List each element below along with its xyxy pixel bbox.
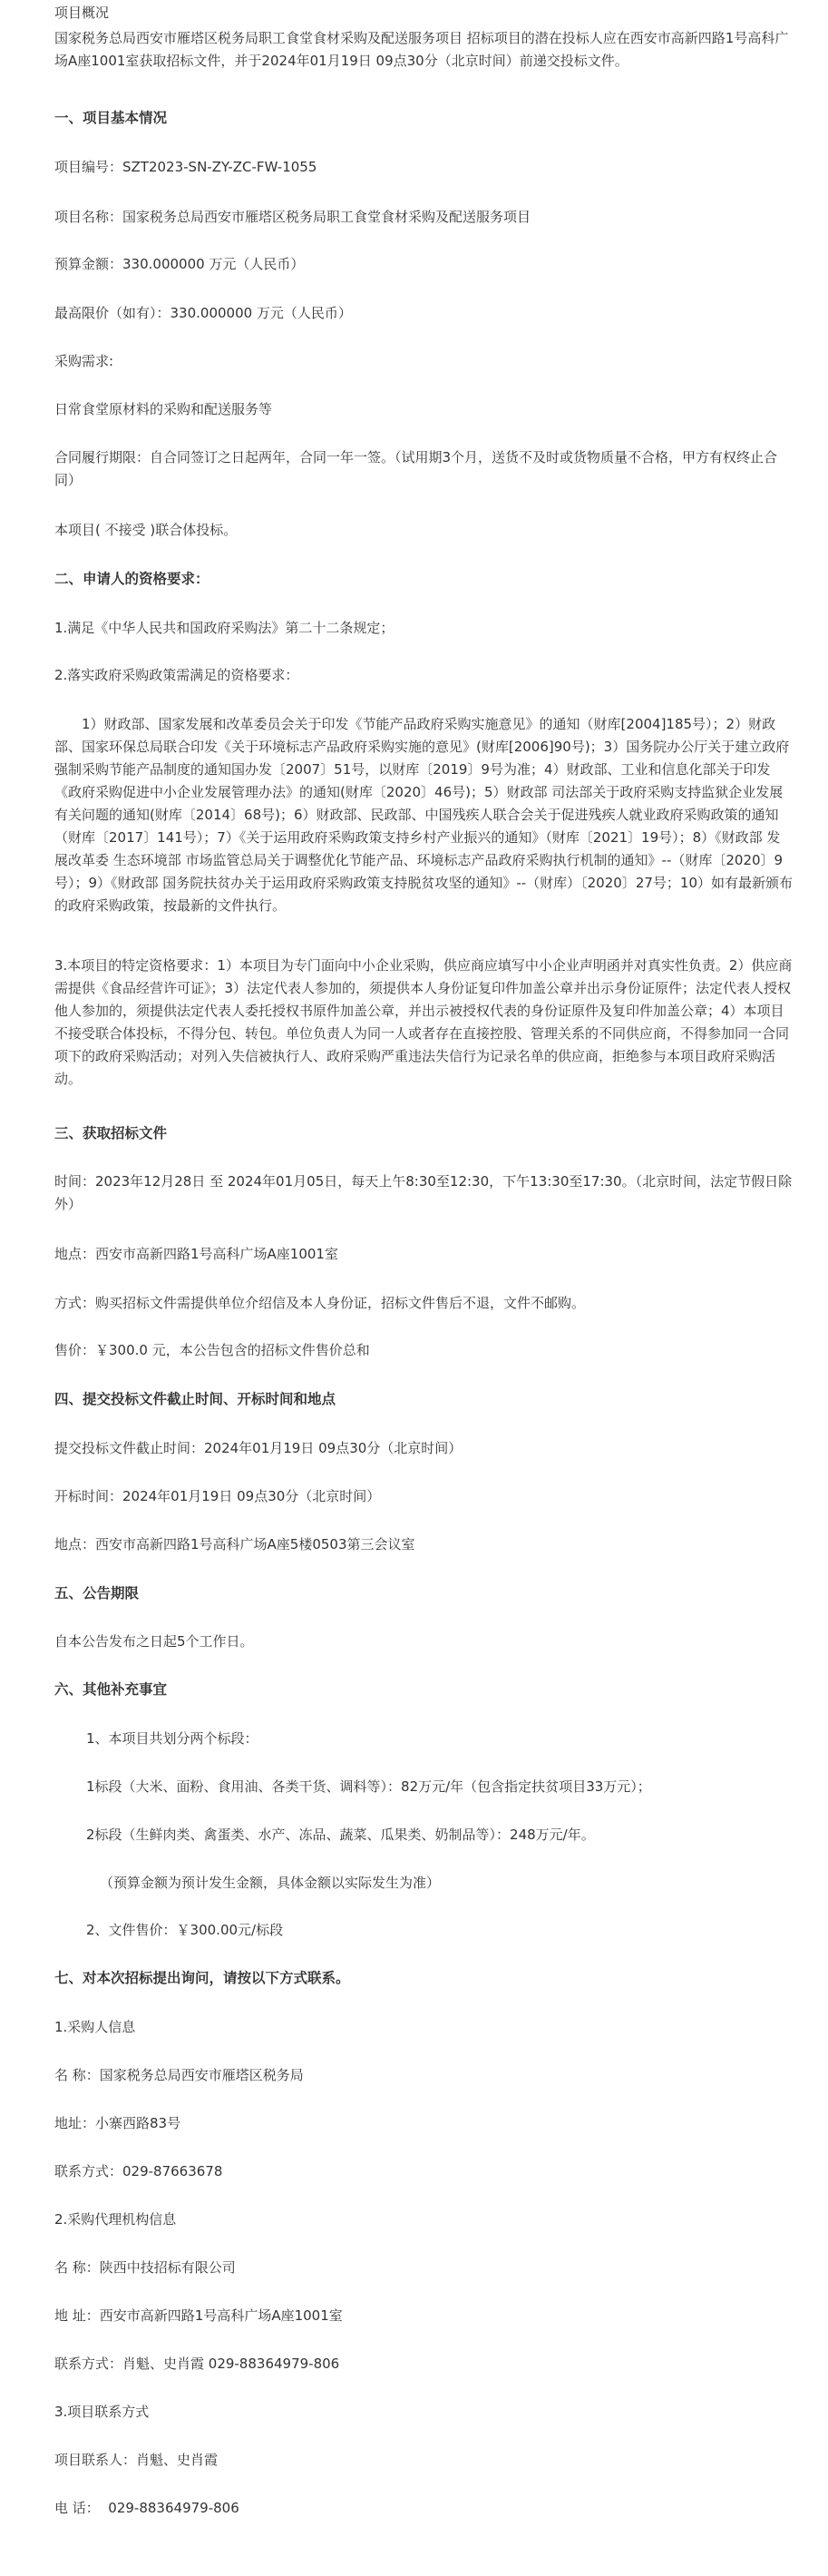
acquire-method: 方式：购买招标文件需提供单位介绍信及本人身份证，招标文件售后不退，文件不邮购。 — [54, 1295, 586, 1311]
document-price: 售价：￥300.0 元，本公告包含的招标文件售价总和 — [54, 1342, 370, 1358]
buyer-title: 1.采购人信息 — [54, 2019, 136, 2035]
bid-opening-time: 开标时间：2024年01月19日 09点30分（北京时间） — [54, 1488, 381, 1504]
demand-text: 日常食堂原材料的采购和配送服务等 — [54, 401, 273, 417]
lot-division: 1、本项目共划分两个标段： — [86, 1730, 258, 1747]
acquire-place: 地点：西安市高新四路1号高科广场A座1001室 — [54, 1246, 338, 1262]
budget-amount: 预算金额：330.000000 万元（人民币） — [54, 256, 305, 272]
contract-period: 合同履行期限：自合同签订之日起两年，合同一年一签。（试用期3个月，送货不及时或货物质量不合格，甲方有权终止合同） — [54, 449, 778, 488]
lot-2: 2标段（生鲜肉类、禽蛋类、水产、冻品、蔬菜、瓜果类、奶制品等）：248万元/年。 — [86, 1827, 595, 1843]
section3-heading: 三、获取招标文件 — [54, 1125, 168, 1141]
section4-heading: 四、提交投标文件截止时间、开标时间和地点 — [54, 1391, 336, 1407]
buyer-name: 名 称：国家税务总局西安市雁塔区税务局 — [54, 2067, 304, 2083]
section1-heading: 一、项目基本情况 — [54, 110, 168, 126]
submission-deadline: 提交投标文件截止时间：2024年01月19日 09点30分（北京时间） — [54, 1440, 463, 1456]
qualification-item-2: 2.落实政府采购政策需满足的资格要求： — [54, 667, 299, 683]
contact-phone: 电 话： 029-88364979-806 — [54, 2500, 239, 2516]
contact-person: 项目联系人：肖魁、史肖霞 — [54, 2452, 219, 2468]
section2-heading: 二、申请人的资格要求： — [54, 571, 209, 587]
lot-document-price: 2、文件售价：￥300.00元/标段 — [86, 1922, 284, 1938]
qualification-item-3: 3.本项目的特定资格要求：1）本项目为专门面向中小企业采购，供应商应填写中小企业声明函并对真实性负责。2）供应商需提供《食品经营许可证》；3）法定代表人参加的，须提供本人身份证复印件加盖公章并出示身份证原件；法定代表人授权他人参加的，须提供法定代表人委托授权书原件加盖公章，并出示被授权代表的身份证原件及复印件加盖公章；4）本项目不接受联合体投标，不得分包、转包。单位负责人为同一人或者存在直接控股、管理关系的不同供应商，不得参加同一合同项下的政府采购活动；对列入失信被执行人、政府采购严重违法失信行为记录名单的供应商，拒绝参与本项目政府采购活动。 — [54, 957, 793, 1087]
agency-address: 地 址：西安市高新四路1号高科广场A座1001室 — [54, 2307, 343, 2324]
max-price: 最高限价（如有）：330.000000 万元（人民币） — [54, 305, 352, 321]
agency-phone: 联系方式：肖魁、史肖霞 029-88364979-806 — [54, 2356, 340, 2372]
announcement-period: 自本公告发布之日起5个工作日。 — [54, 1633, 254, 1650]
demand-label: 采购需求: — [54, 353, 114, 369]
contact-title: 3.项目联系方式 — [54, 2404, 150, 2420]
bid-opening-place: 地点：西安市高新四路1号高科广场A座5楼0503第三会议室 — [54, 1536, 415, 1552]
buyer-address: 地址：小寨西路83号 — [54, 2115, 181, 2131]
policy-list: 1）财政部、国家发展和改革委员会关于印发《节能产品政府采购实施意见》的通知（财库[2004]185号）；2）财政部、国家环保总局联合印发《关于环境标志产品政府采购实施的意见》(财库[2006]90号)；3）国务院办公厅关于建立政府强制采购节能产品制度的通知国办发〔2007〕51号，以财库〔2019〕9号为准；4）财政部、工业和信息化部关于印发《政府采购促进中小企业发展管理办法》的通知(财库〔2020〕46号)；5）财政部 司法部关于政府采购支持监狱企业发展有关问题的通知(财库〔2014〕68号)；6）财政部、民政部、中国残疾人联合会关于促进残疾人就业政府采购政策的通知（财库〔2017〕141号）；7）《关于运用政府采购政策支持乡村产业振兴的通知》（财库〔2021〕19号）；8）《财政部 发展改革委 生态环境部 市场监管总局关于调整优化节能产品、环境标志产品政府采购执行机制的通知》--（财库〔2020〕9号）；9）《财政部 国务院扶贫办关于运用政府采购政策支持脱贫攻坚的通知》--（财库）〔2020〕27号；10）如有最新颁布的政府采购政策，按最新的文件执行。 — [54, 716, 793, 914]
budget-note: （预算金额为预计发生金额，具体金额以实际发生为准） — [100, 1875, 441, 1891]
consortium-note: 本项目( 不接受 )联合体投标。 — [54, 522, 238, 538]
agency-name: 名 称：陕西中技招标有限公司 — [54, 2259, 236, 2276]
project-name: 项目名称：国家税务总局西安市雁塔区税务局职工食堂食材采购及配送服务项目 — [54, 209, 531, 225]
project-number: 项目编号：SZT2023-SN-ZY-ZC-FW-1055 — [54, 159, 317, 175]
section5-heading: 五、公告期限 — [54, 1585, 140, 1601]
overview-text: 国家税务总局西安市雁塔区税务局职工食堂食材采购及配送服务项目 招标项目的潜在投标人应在西安市高新四路1号高科广场A座1001室获取招标文件，并于2024年01月19日 09点30分（北京时间）前递交投标文件。 — [54, 30, 789, 69]
agency-title: 2.采购代理机构信息 — [54, 2211, 177, 2228]
buyer-phone: 联系方式：029-87663678 — [54, 2163, 223, 2179]
overview-title: 项目概况 — [54, 5, 110, 21]
lot-1: 1标段（大米、面粉、食用油、各类干货、调料等）：82万元/年（包含指定扶贫项目33万元）； — [86, 1778, 651, 1795]
section7-heading: 七、对本次招标提出询问，请按以下方式联系。 — [54, 1970, 350, 1986]
qualification-item-1: 1.满足《中华人民共和国政府采购法》第二十二条规定； — [54, 620, 395, 636]
section6-heading: 六、其他补充事宜 — [54, 1681, 168, 1698]
acquire-time: 时间：2023年12月28日 至 2024年01月05日，每天上午8:30至12:30，下午13:30至17:30。（北京时间，法定节假日除外） — [54, 1173, 793, 1212]
